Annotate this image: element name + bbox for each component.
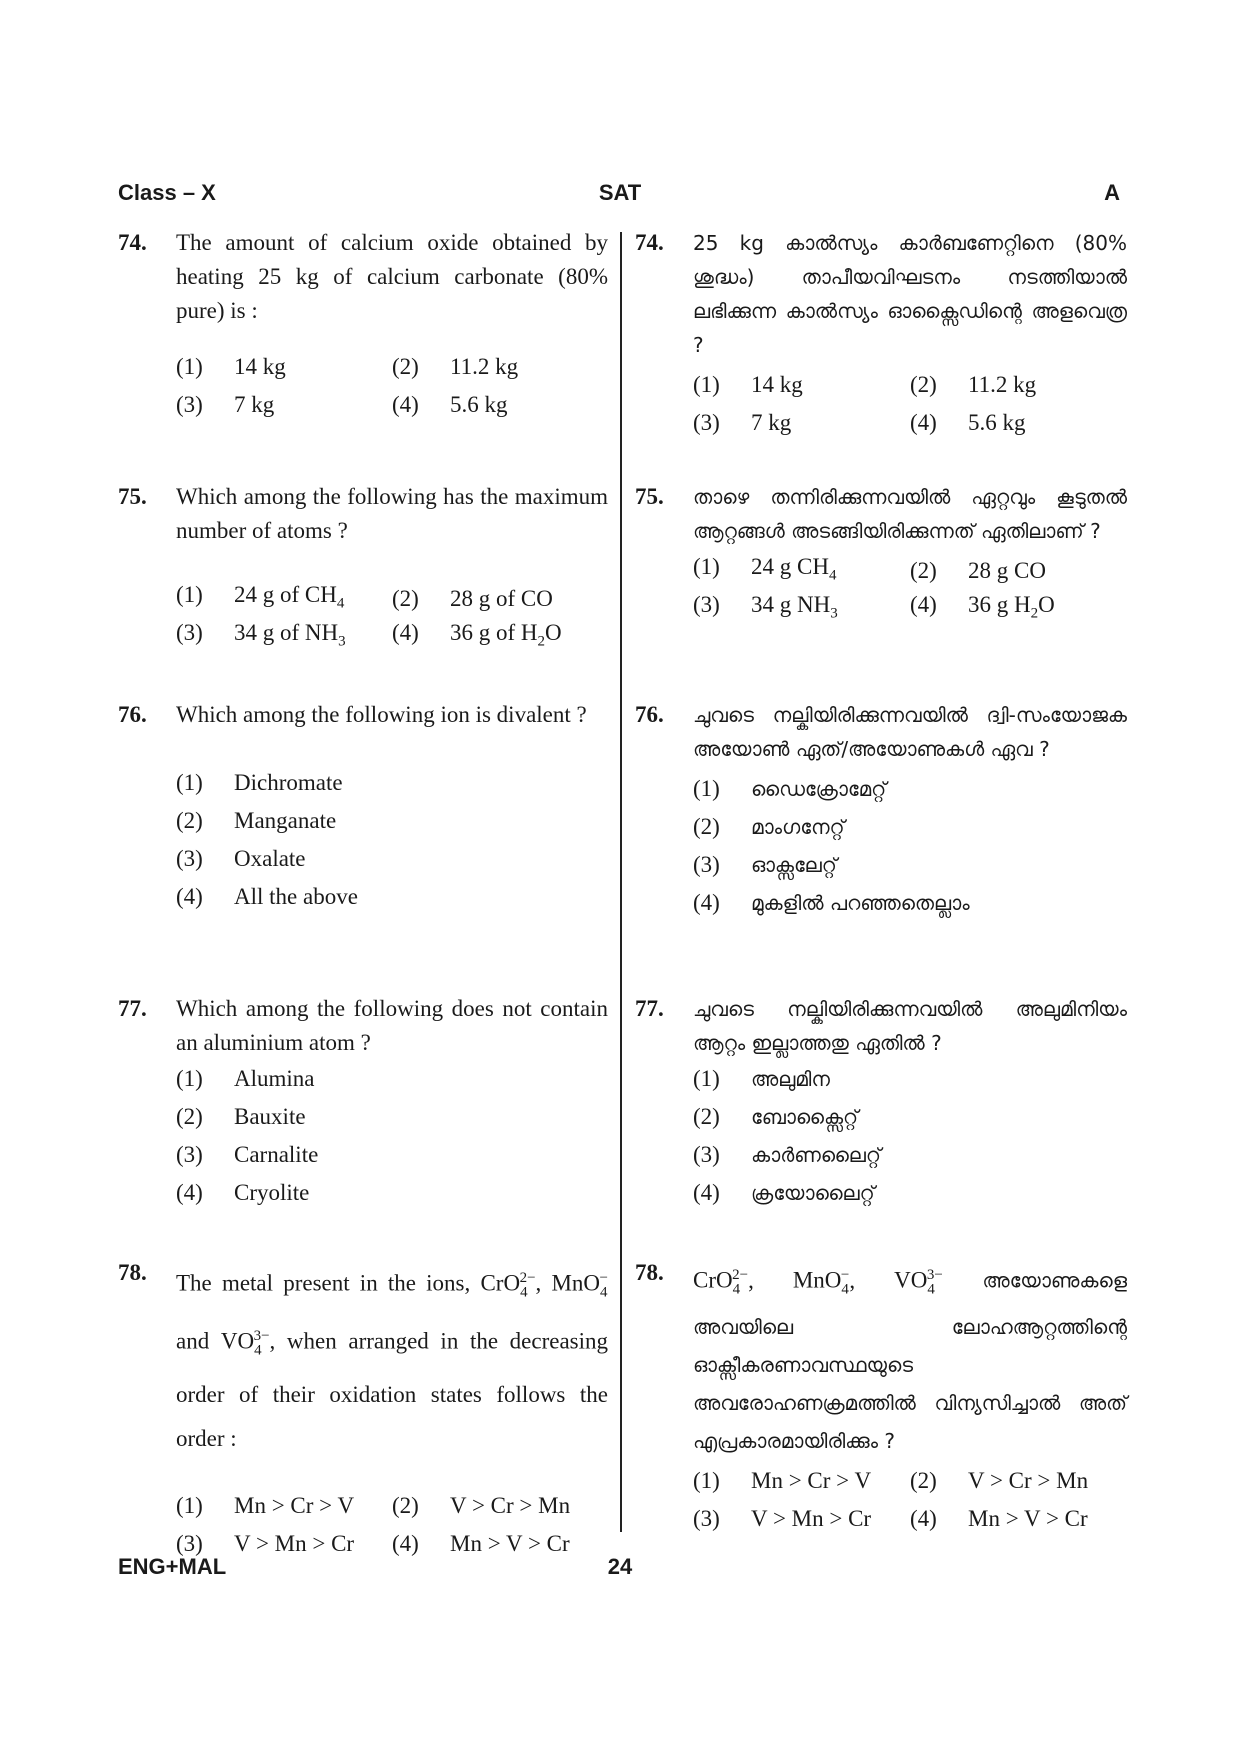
question-75-en xyxy=(118,480,608,656)
question-76-ml xyxy=(635,698,1127,922)
ion-manganate: MnO$_4$− xyxy=(551,1270,609,1301)
question-number: 76. xyxy=(635,702,664,727)
question-74-en xyxy=(118,226,608,424)
header-version: A xyxy=(1104,180,1120,205)
option-3[interactable]: (3) Carnalite xyxy=(176,1142,319,1167)
option-3[interactable]: (3) 7 kg xyxy=(176,392,275,417)
question-number: 77. xyxy=(635,996,664,1021)
option-4[interactable]: (4) Mn > V > Cr xyxy=(910,1506,1088,1532)
question-number: 75. xyxy=(635,484,664,509)
question-number: 74. xyxy=(118,230,147,255)
question-text: Which among the following ion is divalent ? xyxy=(176,702,587,727)
question-text: The metal present in the ions, CrO$_4^{2-}$, MnO$_4$− and $VO_4^{3-}$, when arranged in the decreasing order of their oxidation states follows the order : xyxy=(176,1256,608,1461)
column-divider xyxy=(620,232,622,1532)
question-text: ചുവടെ നല്കിയിരിക്കുന്നവയിൽ അലുമിനിയം ആറ്റം ഇല്ലാത്തതു ഏതിൽ ? xyxy=(693,997,1127,1055)
ion-chromate: CrO$_4^{2-}$ xyxy=(480,1270,536,1301)
option-2[interactable]: (2) Bauxite xyxy=(176,1104,306,1129)
option-4[interactable]: (4) All the above xyxy=(176,884,358,909)
option-3[interactable]: (3) കാർണലൈറ്റ് xyxy=(693,1142,882,1167)
option-4[interactable]: (4) 5.6 kg xyxy=(392,392,508,417)
option-1[interactable]: (1) Dichromate xyxy=(176,770,343,795)
page-number: 24 xyxy=(607,1554,633,1579)
option-1[interactable]: (1) Mn > Cr > V xyxy=(693,1468,872,1494)
option-1[interactable]: (1) 14 kg xyxy=(693,372,803,397)
option-4[interactable]: (4) മുകളിൽ പറഞ്ഞതെല്ലാം xyxy=(693,890,970,915)
option-3[interactable]: (3) 34 g $NH_3$ xyxy=(693,591,838,622)
option-1[interactable]: (1) 24 g $CH_4$ xyxy=(693,553,837,584)
ion-vanadate: $VO_4^{3-}$ xyxy=(220,1328,270,1359)
option-2[interactable]: (2) V > Cr > Mn xyxy=(392,1492,571,1518)
question-text: താഴെ തന്നിരിക്കുന്നവയിൽ ഏറ്റവും കൂടുതൽ ആറ്റങ്ങൾ അടങ്ങിയിരിക്കുന്നത് ഏതിലാണ് ? xyxy=(693,485,1127,543)
question-number: 75. xyxy=(118,484,147,509)
ion-manganate: MnO$_4$− xyxy=(792,1267,850,1298)
option-1[interactable]: (1) 14 kg xyxy=(176,354,286,379)
option-3[interactable]: (3) Oxalate xyxy=(176,846,306,871)
question-text: ചുവടെ നല്കിയിരിക്കുന്നവയിൽ ദ്വി-സംയോജക അയോൺ ഏത്/അയോണുകൾ ഏവ ? xyxy=(693,703,1127,761)
question-text: Which among the following does not contain an aluminium atom ? xyxy=(176,996,608,1055)
question-number: 74. xyxy=(635,230,664,255)
question-78-ml xyxy=(635,1256,1127,1538)
option-2[interactable]: (2) 11.2 kg xyxy=(392,354,519,379)
ion-chromate: CrO$_4^{2-}$ xyxy=(693,1267,749,1298)
option-3[interactable]: (3) 34 g of $NH_3$ xyxy=(176,619,346,650)
option-2[interactable]: (2) 28 g of CO xyxy=(392,586,553,611)
option-4[interactable]: (4) 36 g $H_2O$ xyxy=(910,591,1055,622)
option-4[interactable]: (4) Cryolite xyxy=(176,1180,310,1205)
question-number: 78. xyxy=(118,1260,147,1285)
option-4[interactable]: (4) 36 g of $H_2O$ xyxy=(392,619,562,650)
question-text: CrO$_4^{2-}$, MnO$_4$−, $VO_4^{3-}$ അയോണുകളെ അവയിലെ ലോഹആറ്റത്തിന്റെ ഓക്സീകരണാവസ്ഥയുടെ അവരോഹണക്രമത്തിൽ വിന്യസിച്ചാൽ അത് എപ്രകാരമായിരിക്കും ? xyxy=(693,1256,1127,1460)
option-1[interactable]: (1) അലുമിന xyxy=(693,1066,830,1091)
option-4[interactable]: (4) 5.6 kg xyxy=(910,410,1026,435)
option-1[interactable]: (1) 24 g of $CH_4$ xyxy=(176,581,345,612)
question-77-en xyxy=(118,992,608,1212)
option-2[interactable]: (2) 28 g CO xyxy=(910,558,1046,583)
option-3[interactable]: (3) V > Mn > Cr xyxy=(693,1506,872,1532)
option-1[interactable]: (1) ഡൈക്രോമേറ്റ് xyxy=(693,776,887,801)
footer-language: ENG+MAL xyxy=(118,1554,227,1579)
option-1[interactable]: (1) Mn > Cr > V xyxy=(176,1492,355,1518)
question-74-ml xyxy=(635,226,1127,442)
header-exam: SAT xyxy=(598,180,642,205)
option-4[interactable]: (4) ക്രയോലൈറ്റ് xyxy=(693,1180,875,1205)
option-2[interactable]: (2) 11.2 kg xyxy=(910,372,1037,397)
option-1[interactable]: (1) Alumina xyxy=(176,1066,315,1091)
question-number: 78. xyxy=(635,1260,664,1285)
question-77-ml xyxy=(635,992,1127,1212)
question-75-ml xyxy=(635,480,1127,628)
option-3[interactable]: (3) V > Mn > Cr xyxy=(176,1530,355,1556)
option-3[interactable]: (3) 7 kg xyxy=(693,410,792,435)
question-78-en xyxy=(118,1256,608,1563)
option-2[interactable]: (2) ബോക്സൈറ്റ് xyxy=(693,1104,859,1129)
question-number: 77. xyxy=(118,996,147,1021)
option-2[interactable]: (2) V > Cr > Mn xyxy=(910,1468,1089,1494)
option-4[interactable]: (4) Mn > V > Cr xyxy=(392,1530,570,1556)
option-2[interactable]: (2) Manganate xyxy=(176,808,337,833)
question-text: Which among the following has the maximum number of atoms ? xyxy=(176,484,608,543)
ion-vanadate: $VO_4^{3-}$ xyxy=(894,1267,943,1298)
option-3[interactable]: (3) ഓക്സലേറ്റ് xyxy=(693,852,837,877)
question-76-en xyxy=(118,698,608,916)
header-class: Class – X xyxy=(118,180,216,205)
option-2[interactable]: (2) മാംഗനേറ്റ് xyxy=(693,814,845,839)
question-text: The amount of calcium oxide obtained by heating 25 kg of calcium carbonate (80% pure) is : xyxy=(176,230,608,323)
question-text: 25 kg കാൽസ്യം കാർബണേറ്റിനെ (80% ശുദ്ധം) താപീയവിഘടനം നടത്തിയാൽ ലഭിക്കുന്ന കാൽസ്യം ഓക്സൈഡിന്റെ അളവെത്ര ? xyxy=(693,231,1127,357)
question-number: 76. xyxy=(118,702,147,727)
